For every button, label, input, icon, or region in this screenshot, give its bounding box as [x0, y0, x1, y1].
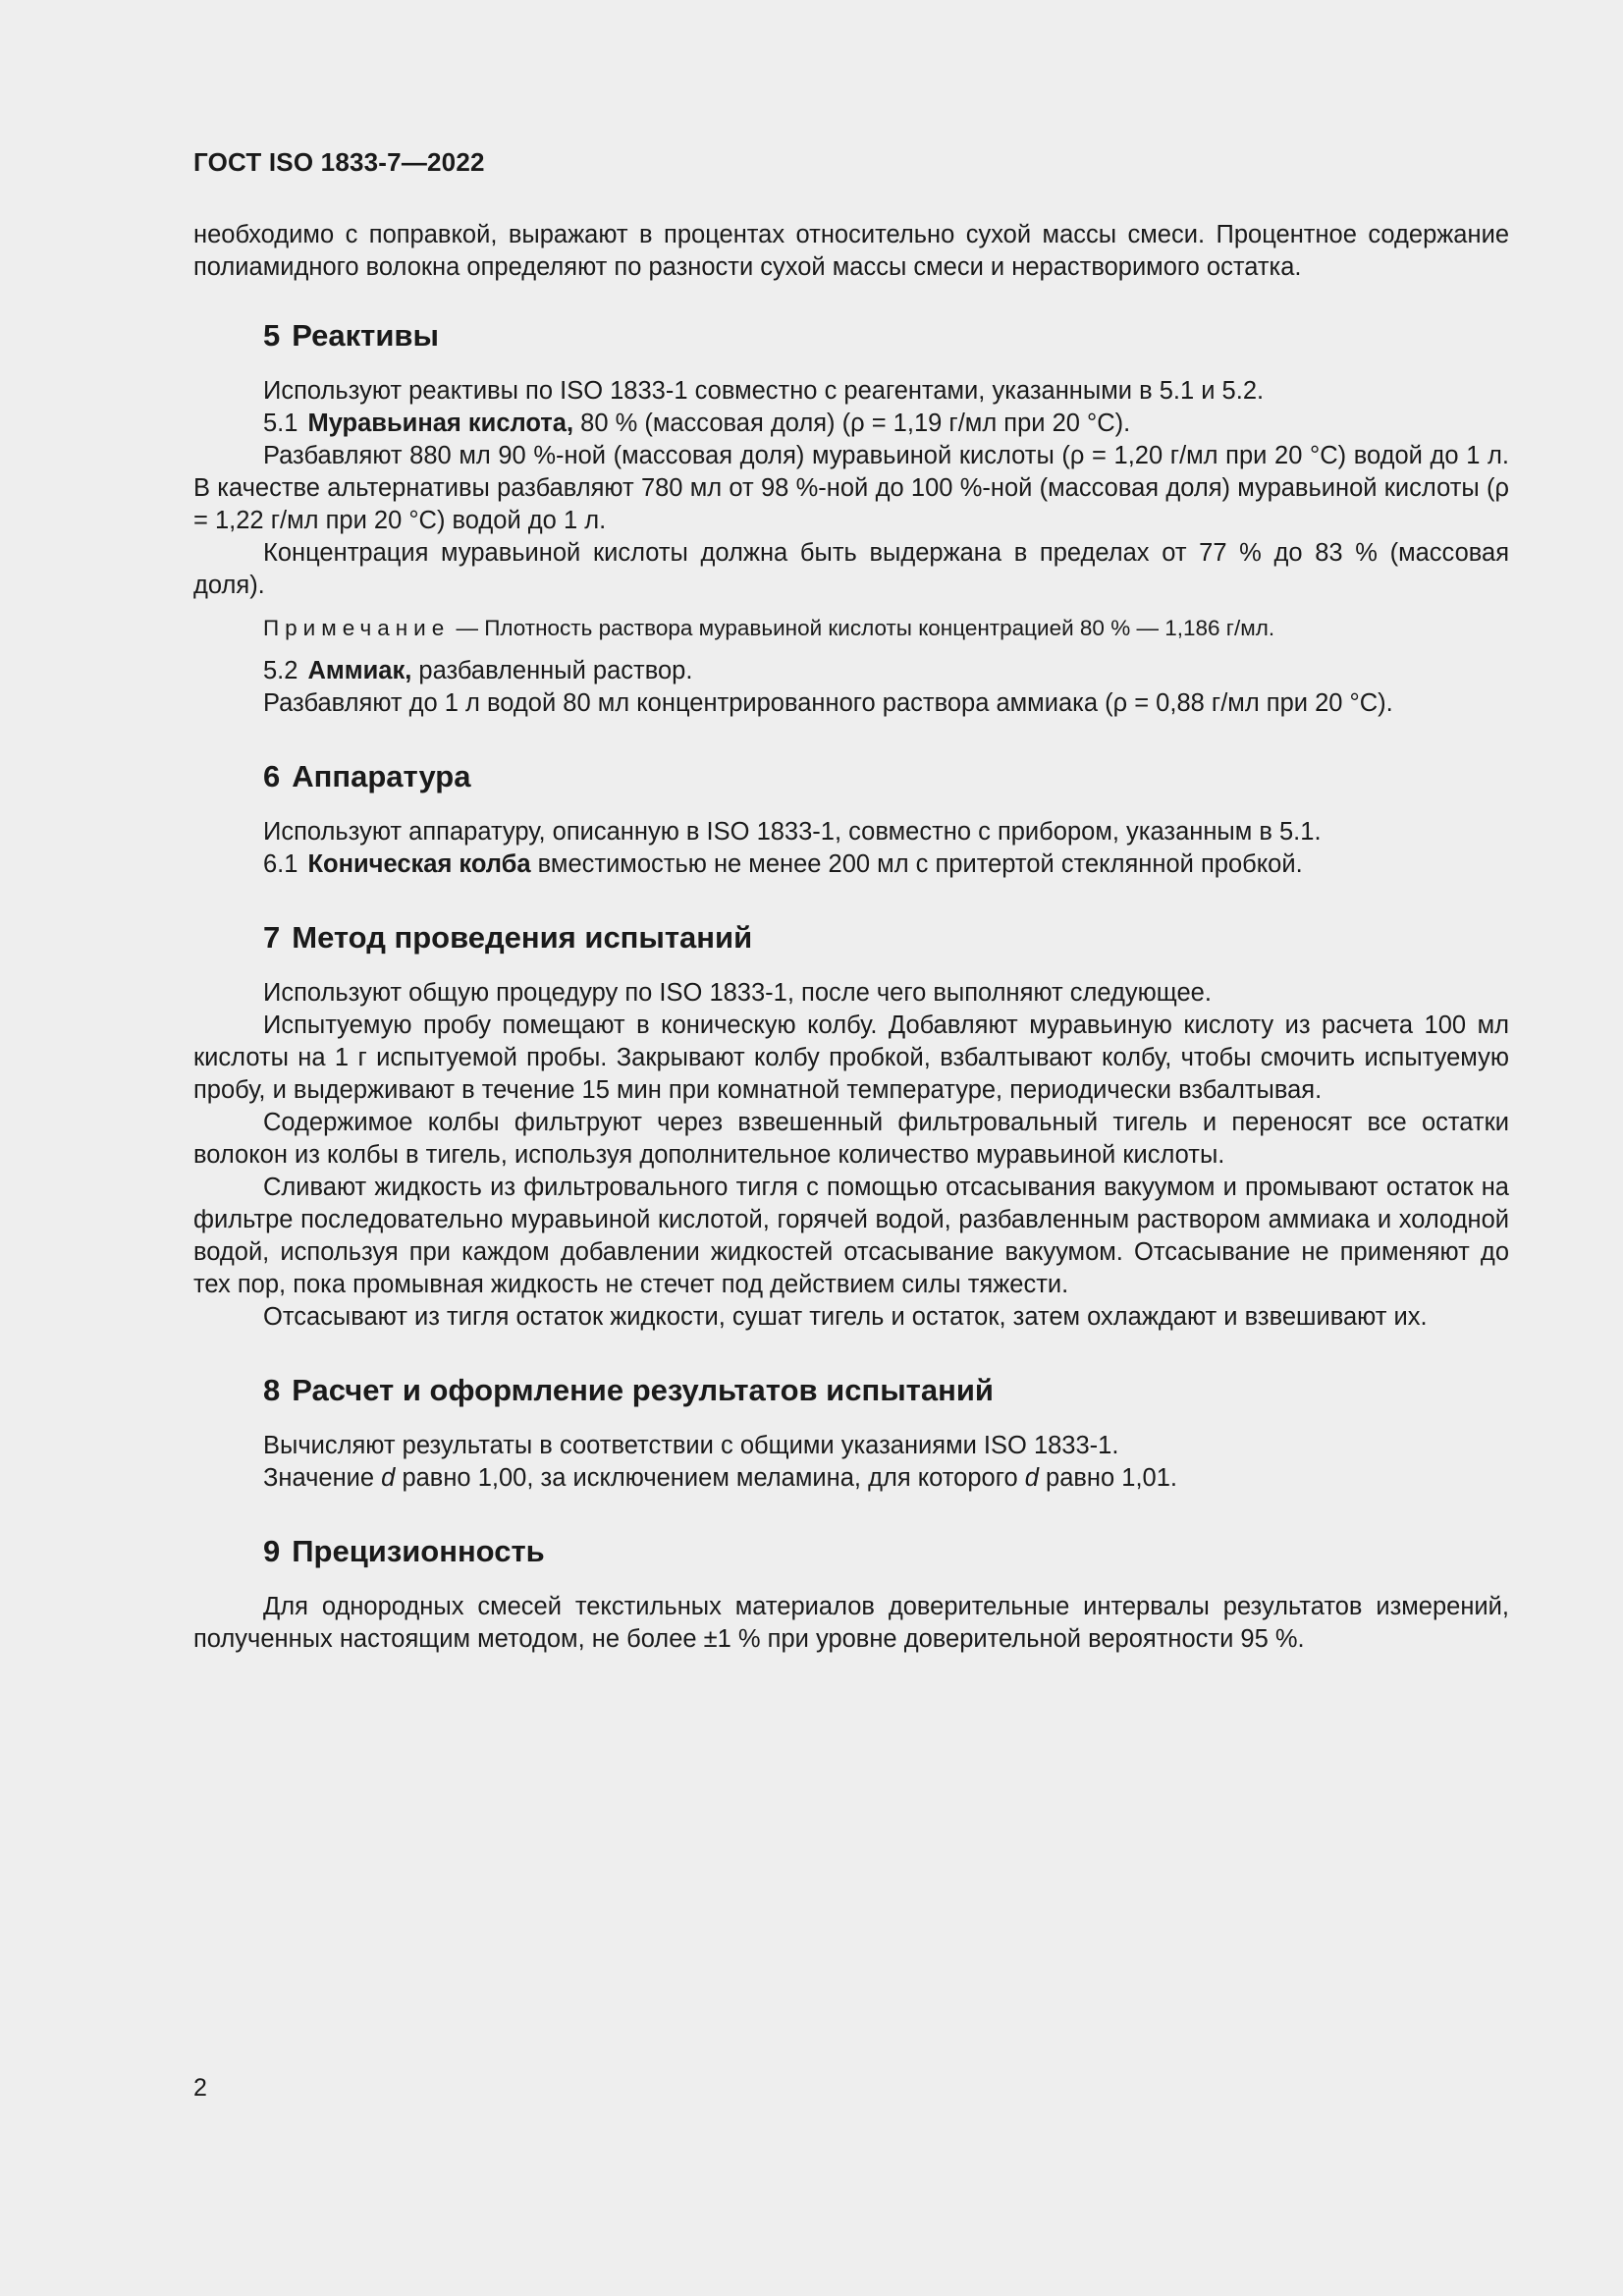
section-6-title: Аппаратура	[292, 759, 471, 793]
section-9-title: Прецизионность	[292, 1534, 545, 1568]
section-5-heading	[193, 316, 1509, 355]
section-7-paragraph-3: Содержимое колбы фильтруют через взвешенный фильтровальный тигель и переносят все остатки волокон из колбы в тигель, используя дополнительное количество муравьиной кислоты.	[193, 1109, 1509, 1169]
section-5-paragraph-1: Используют реактивы по ISO 1833-1 совместно с реагентами, указанными в 5.1 и 5.2.	[263, 377, 1265, 405]
section-7-paragraph-2: Испытуемую пробу помещают в коническую колбу. Добавляют муравьиную кислоту из расчета 100 мл кислоты на 1 г испытуемой пробы. Закрывают колбу пробкой, взбалтывают колбу, чтобы смочить испытуемую пробу, и выдерживают в течение 15 мин при комнатной температуре, периодически взбалтывая.	[193, 1011, 1509, 1104]
variable-d: d	[1024, 1464, 1039, 1492]
page-content	[193, 219, 1509, 1656]
section-7-number: 7	[263, 920, 281, 955]
clause-5-1-number: 5.1	[263, 410, 298, 437]
section-7-paragraph-4: Сливают жидкость из фильтровального тигля с помощью отсасывания вакуумом и промывают остаток на фильтре последовательно муравьиной кислотой, горячей водой, разбавленным раствором аммиака и холодной водой, используя при каждом добавлении жидкостей отсасывание вакуумом. Отсасывание не применяют до тех пор, пока промывная жидкость не стечет под действием силы тяжести.	[193, 1174, 1509, 1298]
section-9-paragraph-1: Для однородных смесей текстильных материалов доверительные интервалы результатов измерений, полученных настоящим методом, не более ±1 % при уровне доверительной вероятности 95 %.	[193, 1593, 1509, 1653]
section-6-paragraph-1: Используют аппаратуру, описанную в ISO 1833-1, совместно с прибором, указанным в 5.1.	[263, 818, 1322, 846]
clause-6-1-number: 6.1	[263, 850, 298, 878]
clause-6-1-term: Коническая колба	[307, 850, 531, 878]
section-8-paragraph-1: Вычисляют результаты в соответствии с общими указаниями ISO 1833-1.	[263, 1432, 1119, 1459]
section-5-title: Реактивы	[292, 318, 439, 353]
clause-5-1-term: Муравьиная кислота,	[307, 410, 574, 437]
clause-5-2-text: разбавленный раствор.	[411, 657, 693, 684]
section-7-paragraph-1: Используют общую процедуру по ISO 1833-1, после чего выполняют следующее.	[263, 979, 1212, 1007]
section-7-title: Метод проведения испытаний	[292, 920, 753, 955]
page-number: 2	[193, 2074, 207, 2102]
clause-5-2	[193, 655, 1509, 687]
section-5-number: 5	[263, 318, 281, 353]
section-5-paragraph-4: Разбавляют до 1 л водой 80 мл концентрированного раствора аммиака (ρ = 0,88 г/мл при 20 °С).	[263, 689, 1393, 717]
section-5-paragraph-2: Разбавляют 880 мл 90 %-ной (массовая доля) муравьиной кислоты (ρ = 1,20 г/мл при 20 °С) водой до 1 л. В качестве альтернативы разбавляют 780 мл от 98 %-ной до 100 %-ной (массовая доля) муравьиной кислоты (ρ = 1,22 г/мл при 20 °С) водой до 1 л.	[193, 442, 1509, 534]
section-7-heading	[193, 918, 1509, 957]
clause-5-1	[193, 408, 1509, 440]
clause-5-2-number: 5.2	[263, 657, 298, 684]
section-7-paragraph-5: Отсасывают из тигля остаток жидкости, сушат тигель и остаток, затем охлаждают и взвешивают их.	[263, 1303, 1428, 1331]
section-6-number: 6	[263, 759, 281, 793]
section-8-heading	[193, 1371, 1509, 1410]
note	[193, 614, 1509, 643]
note-text: — Плотность раствора муравьиной кислоты концентрацией 80 % — 1,186 г/мл.	[450, 616, 1275, 640]
variable-d: d	[381, 1464, 396, 1492]
section-5-paragraph-3: Концентрация муравьиной кислоты должна быть выдержана в пределах от 77 % до 83 % (массовая доля).	[193, 539, 1509, 599]
document-header: ГОСТ ISO 1833-7—2022	[193, 147, 485, 177]
clause-6-1	[193, 848, 1509, 881]
clause-5-2-term: Аммиак,	[307, 657, 412, 684]
section-8-text-a: Значение	[263, 1464, 382, 1492]
section-8-text-c: равно 1,01.	[1038, 1464, 1177, 1492]
intro-paragraph: необходимо с поправкой, выражают в процентах относительно сухой массы смеси. Процентное содержание полиамидного волокна определяют по разности сухой массы смеси и нерастворимого остатка.	[193, 221, 1509, 281]
section-8-paragraph-2	[193, 1462, 1509, 1495]
note-label: Примечание	[263, 616, 451, 640]
section-8-text-b: равно 1,00, за исключением меламина, для которого	[395, 1464, 1025, 1492]
clause-5-1-text: 80 % (массовая доля) (ρ = 1,19 г/мл при 20 °С).	[573, 410, 1131, 437]
section-8-number: 8	[263, 1373, 281, 1407]
section-6-heading	[193, 757, 1509, 796]
section-9-number: 9	[263, 1534, 281, 1568]
section-8-title: Расчет и оформление результатов испытаний	[292, 1373, 994, 1407]
clause-6-1-text: вместимостью не менее 200 мл с притертой стеклянной пробкой.	[530, 850, 1303, 878]
section-9-heading	[193, 1532, 1509, 1571]
